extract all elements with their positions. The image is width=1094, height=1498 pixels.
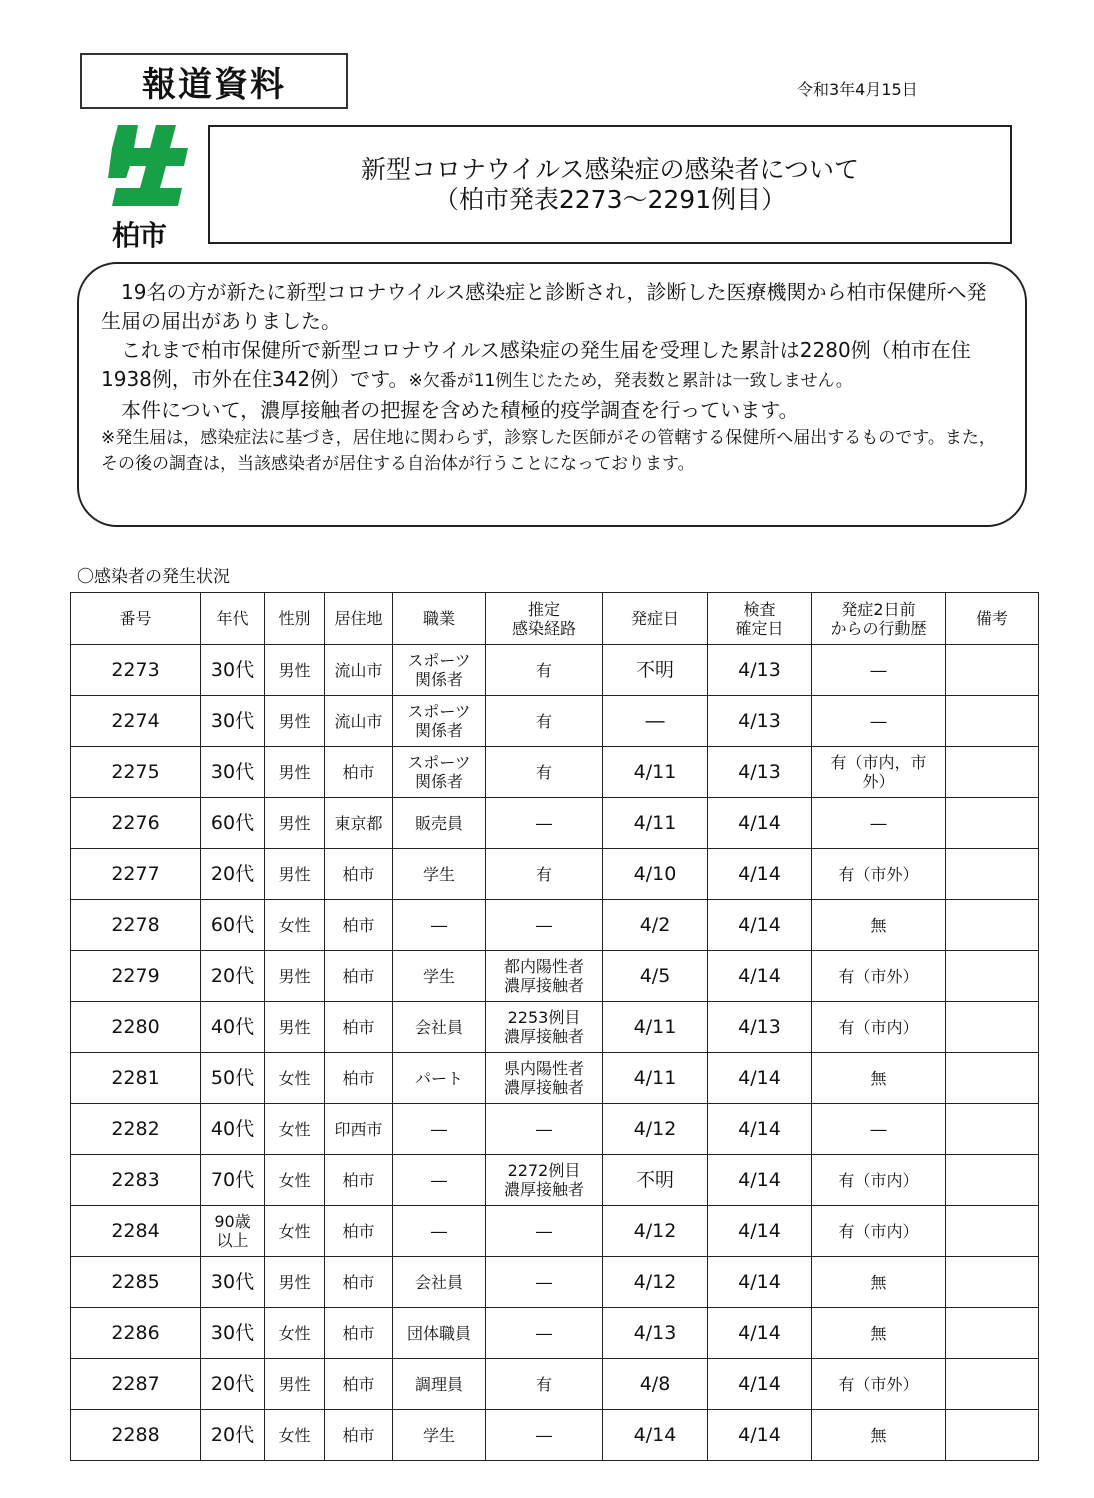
cell-confirmed-date: 4/13	[708, 747, 812, 798]
cell-number: 2274	[71, 696, 201, 747]
cell-occupation: 団体職員	[393, 1308, 486, 1359]
cell-remarks	[946, 1257, 1039, 1308]
title-line-2: （柏市発表2273～2291例目）	[433, 184, 787, 214]
cell-age: 30代	[201, 1308, 265, 1359]
cell-sex: 男性	[265, 849, 325, 900]
cell-residence: 柏市	[325, 849, 393, 900]
cell-sex: 女性	[265, 900, 325, 951]
cell-confirmed-date: 4/14	[708, 1359, 812, 1410]
cell-confirmed-date: 4/14	[708, 798, 812, 849]
cell-residence: 東京都	[325, 798, 393, 849]
press-release-text: 報道資料	[142, 64, 286, 105]
cell-residence: 印西市	[325, 1104, 393, 1155]
cell-occupation: 会社員	[393, 1002, 486, 1053]
cell-infection-route: 2272例目 濃厚接触者	[486, 1155, 603, 1206]
table-row	[71, 1002, 1039, 1053]
cell-remarks	[946, 1206, 1039, 1257]
cell-sex: 男性	[265, 696, 325, 747]
cell-activity-history: 有（市内）	[812, 1206, 946, 1257]
cell-activity-history: 無	[812, 900, 946, 951]
cell-number: 2282	[71, 1104, 201, 1155]
cell-infection-route: 有	[486, 696, 603, 747]
cell-number: 2275	[71, 747, 201, 798]
cell-sex: 男性	[265, 1359, 325, 1410]
cell-sex: 男性	[265, 1257, 325, 1308]
cell-remarks	[946, 1410, 1039, 1461]
cell-remarks	[946, 1155, 1039, 1206]
table-row	[71, 1257, 1039, 1308]
cell-number: 2278	[71, 900, 201, 951]
cell-occupation: 会社員	[393, 1257, 486, 1308]
cell-activity-history: 有（市内）	[812, 1155, 946, 1206]
cell-onset-date: 不明	[603, 1155, 708, 1206]
cell-infection-route: 有	[486, 849, 603, 900]
cell-infection-route: ―	[486, 1410, 603, 1461]
table-row	[71, 1410, 1039, 1461]
cell-remarks	[946, 849, 1039, 900]
cell-residence: 流山市	[325, 645, 393, 696]
cell-number: 2280	[71, 1002, 201, 1053]
cell-onset-date: 4/5	[603, 951, 708, 1002]
cell-remarks	[946, 1104, 1039, 1155]
header-remarks: 備考	[946, 593, 1039, 645]
release-date: 令和3年4月15日	[797, 80, 918, 99]
cell-occupation: 販売員	[393, 798, 486, 849]
table-body	[71, 645, 1039, 1461]
cell-onset-date: 4/11	[603, 1002, 708, 1053]
cell-remarks	[946, 1002, 1039, 1053]
cell-activity-history: 有（市内）	[812, 1002, 946, 1053]
cell-number: 2284	[71, 1206, 201, 1257]
cell-age: 30代	[201, 747, 265, 798]
cell-sex: 男性	[265, 1002, 325, 1053]
cell-residence: 柏市	[325, 1155, 393, 1206]
cell-number: 2281	[71, 1053, 201, 1104]
cell-age: 40代	[201, 1104, 265, 1155]
cell-activity-history: ―	[812, 798, 946, 849]
header-residence: 居住地	[325, 593, 393, 645]
header-activity-history: 発症2日前 からの行動歴	[812, 593, 946, 645]
cell-sex: 男性	[265, 798, 325, 849]
cell-age: 40代	[201, 1002, 265, 1053]
cell-remarks	[946, 696, 1039, 747]
cell-occupation: ―	[393, 900, 486, 951]
cell-remarks	[946, 645, 1039, 696]
cell-age: 20代	[201, 849, 265, 900]
cell-infection-route: 2253例目 濃厚接触者	[486, 1002, 603, 1053]
cell-age: 30代	[201, 1257, 265, 1308]
cell-residence: 柏市	[325, 900, 393, 951]
cell-sex: 女性	[265, 1104, 325, 1155]
logo-text: 柏市	[112, 219, 167, 252]
table-row	[71, 1155, 1039, 1206]
table-row	[71, 747, 1039, 798]
cell-activity-history: ―	[812, 1104, 946, 1155]
cell-activity-history: 有（市外）	[812, 849, 946, 900]
header-age: 年代	[201, 593, 265, 645]
header-confirmed-date: 検査 確定日	[708, 593, 812, 645]
cell-residence: 柏市	[325, 1257, 393, 1308]
cell-sex: 男性	[265, 951, 325, 1002]
cell-infection-route: 都内陽性者 濃厚接触者	[486, 951, 603, 1002]
cell-remarks	[946, 951, 1039, 1002]
cell-sex: 女性	[265, 1155, 325, 1206]
cell-number: 2276	[71, 798, 201, 849]
cell-infection-route: 有	[486, 645, 603, 696]
header-infection-route: 推定 感染経路	[486, 593, 603, 645]
cell-infection-route: 有	[486, 1359, 603, 1410]
cell-onset-date: 4/11	[603, 798, 708, 849]
header-occupation: 職業	[393, 593, 486, 645]
table-row	[71, 645, 1039, 696]
summary-note: ※発生届は，感染症法に基づき，居住地に関わらず，診察した医師がその管轄する保健所へ届出するものです。また，その後の調査は，当該感染者が居住する自治体が行うことになっております。	[101, 428, 996, 474]
cell-remarks	[946, 900, 1039, 951]
section-label: 〇感染者の発生状況	[77, 567, 230, 587]
cell-activity-history: 有（市内，市 外）	[812, 747, 946, 798]
cell-sex: 女性	[265, 1308, 325, 1359]
cell-activity-history: ―	[812, 696, 946, 747]
cell-occupation: パート	[393, 1053, 486, 1104]
cell-residence: 柏市	[325, 1206, 393, 1257]
cell-infection-route: 有	[486, 747, 603, 798]
cell-age: 90歳 以上	[201, 1206, 265, 1257]
table-row	[71, 1308, 1039, 1359]
cell-onset-date: 4/12	[603, 1206, 708, 1257]
cell-remarks	[946, 747, 1039, 798]
cell-infection-route: ―	[486, 1257, 603, 1308]
table-row	[71, 1104, 1039, 1155]
cell-activity-history: 有（市外）	[812, 951, 946, 1002]
cell-residence: 柏市	[325, 1053, 393, 1104]
cell-occupation: 学生	[393, 849, 486, 900]
cell-occupation: ―	[393, 1206, 486, 1257]
cell-onset-date: 4/12	[603, 1257, 708, 1308]
cell-number: 2283	[71, 1155, 201, 1206]
cell-onset-date: 4/12	[603, 1104, 708, 1155]
cell-onset-date: 4/13	[603, 1308, 708, 1359]
table-row	[71, 696, 1039, 747]
cell-activity-history: ―	[812, 645, 946, 696]
cell-confirmed-date: 4/14	[708, 1053, 812, 1104]
cell-occupation: ―	[393, 1155, 486, 1206]
cell-number: 2279	[71, 951, 201, 1002]
header-onset-date: 発症日	[603, 593, 708, 645]
header-sex: 性別	[265, 593, 325, 645]
summary-box	[77, 262, 1027, 527]
table-row	[71, 900, 1039, 951]
cell-age: 30代	[201, 696, 265, 747]
cell-infection-route: ―	[486, 1104, 603, 1155]
cell-number: 2288	[71, 1410, 201, 1461]
cell-remarks	[946, 1359, 1039, 1410]
cell-confirmed-date: 4/14	[708, 849, 812, 900]
cell-age: 20代	[201, 1410, 265, 1461]
cell-sex: 男性	[265, 645, 325, 696]
cell-residence: 柏市	[325, 951, 393, 1002]
table-row	[71, 1206, 1039, 1257]
summary-paragraph-3: 本件について，濃厚接触者の把握を含めた積極的疫学調査を行っています。	[121, 398, 799, 422]
cell-onset-date: 4/11	[603, 747, 708, 798]
cell-occupation: 学生	[393, 1410, 486, 1461]
cell-number: 2285	[71, 1257, 201, 1308]
cell-occupation: スポーツ 関係者	[393, 747, 486, 798]
cell-confirmed-date: 4/14	[708, 1410, 812, 1461]
cell-number: 2286	[71, 1308, 201, 1359]
table-row	[71, 951, 1039, 1002]
cell-confirmed-date: 4/14	[708, 1308, 812, 1359]
cell-confirmed-date: 4/14	[708, 1104, 812, 1155]
cell-sex: 男性	[265, 747, 325, 798]
cases-table	[70, 592, 1039, 1461]
summary-paragraph-2-main: これまで柏市保健所で新型コロナウイルス感染症の発生届を受理した累計は2280例（柏市在住1938例，市外在住342例）です。	[101, 338, 971, 391]
cell-onset-date: 不明	[603, 645, 708, 696]
cell-confirmed-date: 4/14	[708, 1206, 812, 1257]
cell-onset-date: 4/14	[603, 1410, 708, 1461]
cell-infection-route: 県内陽性者 濃厚接触者	[486, 1053, 603, 1104]
cell-age: 50代	[201, 1053, 265, 1104]
cell-activity-history: 無	[812, 1308, 946, 1359]
cell-residence: 柏市	[325, 1359, 393, 1410]
table-row	[71, 1053, 1039, 1104]
cell-sex: 女性	[265, 1206, 325, 1257]
cell-age: 30代	[201, 645, 265, 696]
cell-remarks	[946, 1053, 1039, 1104]
cell-age: 70代	[201, 1155, 265, 1206]
press-release-label	[80, 53, 348, 109]
table-row	[71, 849, 1039, 900]
cell-occupation: ―	[393, 1104, 486, 1155]
cell-residence: 柏市	[325, 1002, 393, 1053]
cell-remarks	[946, 798, 1039, 849]
cell-confirmed-date: 4/14	[708, 1257, 812, 1308]
cell-infection-route: ―	[486, 798, 603, 849]
cell-onset-date: 4/2	[603, 900, 708, 951]
cell-infection-route: ―	[486, 1308, 603, 1359]
cell-number: 2277	[71, 849, 201, 900]
cell-activity-history: 有（市外）	[812, 1359, 946, 1410]
title-box	[208, 125, 1012, 244]
cell-confirmed-date: 4/14	[708, 951, 812, 1002]
cell-onset-date: 4/11	[603, 1053, 708, 1104]
summary-paragraph-1: 19名の方が新たに新型コロナウイルス感染症と診断され，診断した医療機関から柏市保健所へ発生届の届出がありました。	[101, 280, 987, 333]
cell-age: 20代	[201, 951, 265, 1002]
table-row	[71, 798, 1039, 849]
cell-residence: 柏市	[325, 1410, 393, 1461]
cell-onset-date: ―	[603, 696, 708, 747]
title-line-1: 新型コロナウイルス感染症の感染者について	[360, 154, 859, 184]
cell-confirmed-date: 4/14	[708, 1155, 812, 1206]
cell-age: 60代	[201, 900, 265, 951]
summary-paragraph-2	[101, 336, 997, 396]
cell-occupation: 調理員	[393, 1359, 486, 1410]
cell-occupation: スポーツ 関係者	[393, 645, 486, 696]
cell-sex: 女性	[265, 1410, 325, 1461]
cell-residence: 流山市	[325, 696, 393, 747]
cell-sex: 女性	[265, 1053, 325, 1104]
cell-confirmed-date: 4/13	[708, 696, 812, 747]
cell-occupation: スポーツ 関係者	[393, 696, 486, 747]
cell-remarks	[946, 1308, 1039, 1359]
cell-age: 60代	[201, 798, 265, 849]
cell-confirmed-date: 4/13	[708, 1002, 812, 1053]
cell-activity-history: 無	[812, 1257, 946, 1308]
cell-number: 2273	[71, 645, 201, 696]
cell-activity-history: 無	[812, 1410, 946, 1461]
cell-activity-history: 無	[812, 1053, 946, 1104]
cell-residence: 柏市	[325, 1308, 393, 1359]
cell-infection-route: ―	[486, 900, 603, 951]
header-number: 番号	[71, 593, 201, 645]
cell-infection-route: ―	[486, 1206, 603, 1257]
summary-paragraph-2-note: ※欠番が11例生じたため，発表数と累計は一致しません。	[408, 371, 853, 391]
cell-age: 20代	[201, 1359, 265, 1410]
cell-confirmed-date: 4/13	[708, 645, 812, 696]
table-row	[71, 1359, 1039, 1410]
cell-confirmed-date: 4/14	[708, 900, 812, 951]
cell-onset-date: 4/8	[603, 1359, 708, 1410]
cell-onset-date: 4/10	[603, 849, 708, 900]
cell-occupation: 学生	[393, 951, 486, 1002]
cell-number: 2287	[71, 1359, 201, 1410]
cell-residence: 柏市	[325, 747, 393, 798]
table-header-row	[71, 593, 1039, 645]
